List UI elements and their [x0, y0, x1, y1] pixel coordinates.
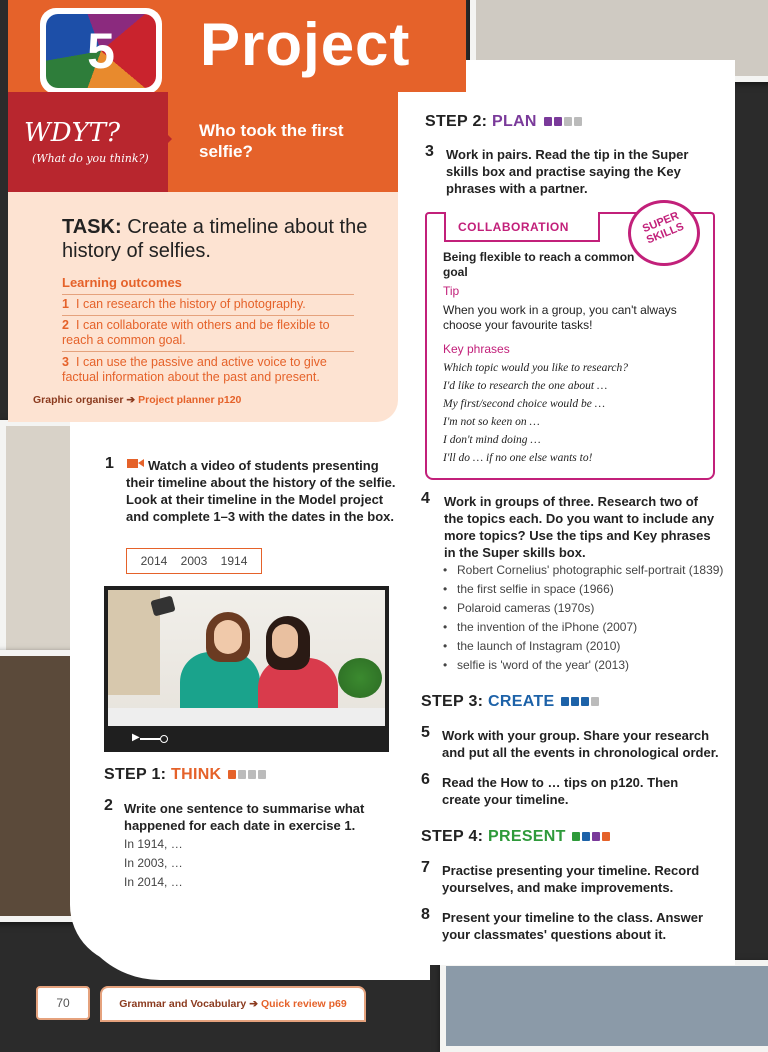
key-phrase: I don't mind doing … — [443, 434, 541, 446]
task-text: Create a timeline about the history of selfies. — [62, 216, 368, 262]
arrow-icon: ➔ — [249, 998, 259, 1010]
outcome-text: I can collaborate with others and be flexible to reach a common goal. — [62, 318, 330, 347]
plant — [338, 658, 382, 698]
topic-item: • the first selfie in space (1966) — [443, 582, 614, 596]
step-label: STEP 3: — [421, 693, 484, 710]
answer-line: In 2014, … — [124, 875, 183, 889]
video-controls — [108, 730, 385, 748]
unit-badge — [40, 8, 162, 94]
key-phrase: I'd like to research the one about … — [443, 380, 608, 392]
progress-square — [544, 117, 552, 126]
divider — [62, 351, 354, 352]
tip-label: Tip — [443, 284, 460, 298]
step-label: STEP 4: — [421, 828, 484, 845]
key-phrases-label: Key phrases — [443, 342, 510, 356]
background-photo — [440, 960, 768, 1052]
progress-square — [248, 770, 256, 779]
progress-square — [591, 697, 599, 706]
exercise-number: 8 — [421, 906, 430, 923]
progress-bar[interactable] — [140, 738, 160, 740]
exercise-number: 1 — [105, 455, 114, 472]
exercise-text: Write one sentence to summarise what happened for each date in exercise 1. — [124, 801, 365, 833]
unit-badge-colors — [46, 14, 156, 88]
wdyt-question: Who took the first selfie? — [199, 121, 344, 161]
step-name: CREATE — [488, 693, 555, 710]
key-phrase: My first/second choice would be … — [443, 398, 605, 410]
play-icon[interactable]: ▶ — [132, 732, 140, 743]
progress-square — [561, 697, 569, 706]
key-phrase: Which topic would you like to research? — [443, 362, 629, 374]
collaboration-heading: Being flexible to reach a common goal — [443, 250, 635, 279]
topic-item: • the invention of the iPhone (2007) — [443, 620, 637, 634]
progress-square — [592, 832, 600, 841]
outcome-text: I can research the history of photography. — [76, 297, 306, 311]
progress-square — [228, 770, 236, 779]
exercise-text: Watch a video of students presenting their timeline about the history of the selfie. Look at their timeline in the Model project and complete 1–3 with the dates in the box. — [126, 458, 396, 524]
progress-square — [554, 117, 562, 126]
step-name: THINK — [171, 766, 222, 783]
exercise-number: 7 — [421, 859, 430, 876]
progress-square — [258, 770, 266, 779]
step2-heading — [425, 113, 582, 131]
exercise-text: Work with your group. Share your research and put all the events in chronological order. — [442, 728, 719, 760]
learning-outcome — [62, 355, 354, 385]
exercise-text: Practise presenting your timeline. Record yourselves, and make improvements. — [442, 863, 700, 895]
outcome-number: 3 — [62, 355, 69, 369]
progress-square — [581, 697, 589, 706]
step-name: PRESENT — [488, 828, 566, 845]
learning-outcome — [62, 297, 354, 312]
quick-review-link[interactable]: Quick review p69 — [260, 998, 347, 1010]
project-planner-link[interactable]: Project planner p120 — [138, 394, 242, 406]
arrow-icon: ➔ — [126, 394, 136, 406]
topic-item: • Robert Cornelius' photographic self-portrait (1839) — [443, 563, 723, 577]
exercise-number: 3 — [425, 143, 434, 160]
page-number: 70 — [36, 986, 90, 1020]
topic-item: • Polaroid cameras (1970s) — [443, 601, 594, 615]
super-skills-label: SUPER SKILLS — [640, 209, 686, 247]
video-player[interactable] — [104, 586, 389, 752]
topic-item: • selfie is 'word of the year' (2013) — [443, 658, 629, 672]
exercise-number: 6 — [421, 771, 430, 788]
progress-square — [602, 832, 610, 841]
unit-number: 5 — [87, 23, 115, 79]
exercise-number: 5 — [421, 724, 430, 741]
graphic-organiser-ref — [33, 394, 241, 406]
exercise-text: Work in groups of three. Research two of the topics each. Do you want to include any more topics? Use the tips and Key phrases in the Super skills box. — [444, 494, 715, 560]
progress-square — [238, 770, 246, 779]
step-name: PLAN — [492, 113, 537, 130]
exercise-number: 4 — [421, 490, 430, 507]
progress-square — [572, 832, 580, 841]
seek-handle[interactable] — [160, 735, 168, 743]
tip-text: When you work in a group, you can't always choose your favourite tasks! — [443, 303, 677, 332]
person-face — [272, 624, 298, 658]
wdyt-arrow — [158, 125, 172, 153]
outcome-text: I can use the passive and active voice to give factual information about the past and present. — [62, 355, 327, 384]
step3-heading — [421, 693, 599, 711]
outcome-number: 1 — [62, 297, 69, 311]
footer-label: Grammar and Vocabulary — [119, 998, 247, 1010]
outcome-number: 2 — [62, 318, 69, 332]
wdyt-sublabel: (What do you think?) — [32, 152, 149, 165]
key-phrase: I'm not so keen on … — [443, 416, 540, 428]
progress-square — [582, 832, 590, 841]
step-label: STEP 2: — [425, 113, 488, 130]
wdyt-label: WDYT? — [24, 118, 121, 148]
key-phrase: I'll do … if no one else wants to! — [443, 452, 593, 464]
step1-heading — [104, 766, 266, 784]
exercise-text: Read the How to … tips on p120. Then create your timeline. — [442, 775, 679, 807]
exercise-text: Present your timeline to the class. Answer your classmates' questions about it. — [442, 910, 704, 942]
progress-square — [564, 117, 572, 126]
learning-outcomes-heading: Learning outcomes — [62, 275, 182, 290]
task-title — [62, 215, 392, 263]
collaboration-label: COLLABORATION — [458, 220, 569, 234]
person-face — [214, 620, 242, 654]
progress-square — [574, 117, 582, 126]
step4-heading — [421, 828, 610, 846]
answer-line: In 2003, … — [124, 856, 183, 870]
table — [108, 708, 385, 726]
exercise-number: 2 — [104, 797, 113, 814]
task-prefix: TASK: — [62, 216, 122, 238]
learning-outcome — [62, 318, 354, 348]
video-frame — [108, 590, 385, 726]
date-box: 2014 2003 1914 — [126, 548, 262, 574]
progress-square — [571, 697, 579, 706]
step-label: STEP 1: — [104, 766, 167, 783]
divider — [62, 294, 354, 295]
footer-reference — [100, 986, 366, 1022]
divider — [62, 315, 354, 316]
answer-line: In 1914, … — [124, 837, 183, 851]
graphic-organiser-label: Graphic organiser — [33, 394, 124, 406]
exercise-text: Work in pairs. Read the tip in the Super skills box and practise saying the Key phrases with a partner. — [446, 147, 689, 196]
page-title: Project — [200, 11, 411, 78]
topic-item: • the launch of Instagram (2010) — [443, 639, 620, 653]
